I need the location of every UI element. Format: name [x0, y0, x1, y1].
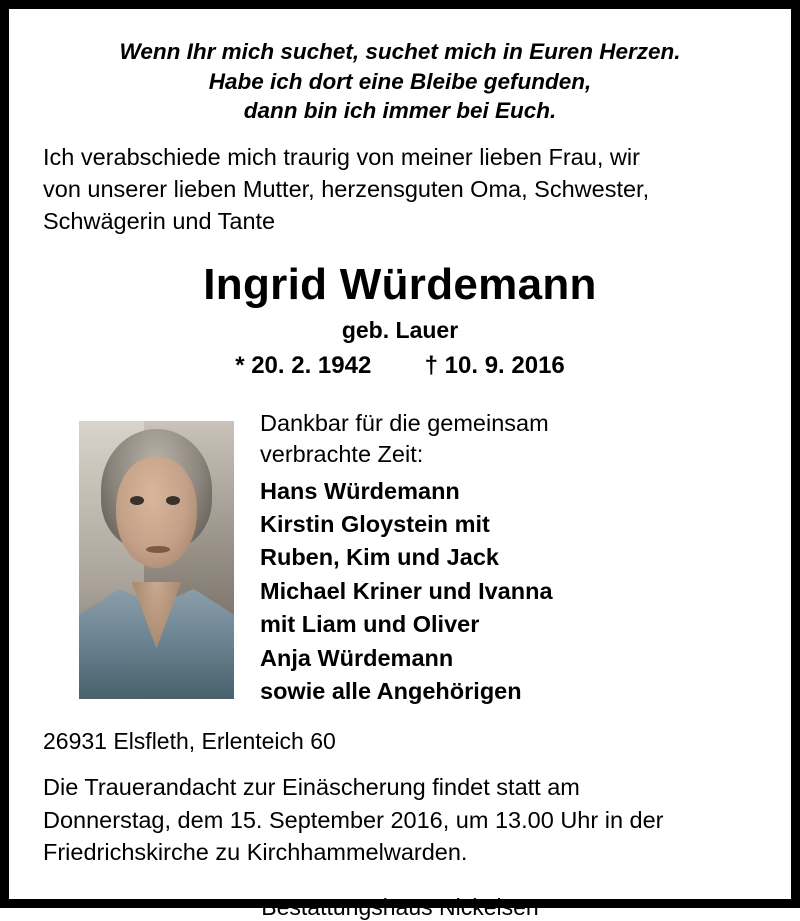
family-list	[260, 408, 757, 708]
thanks-line-2: verbrachte Zeit:	[260, 441, 424, 468]
ceremony-line-2: Donnerstag, dem 15. September 2016, um 13.00 Uhr in der	[43, 806, 664, 833]
verse-line-1: Wenn Ihr mich suchet, suchet mich in Euren Herzen.	[119, 39, 681, 64]
intro-line-2: von unserer lieben Mutter, herzensguten Oma, Schwester,	[43, 175, 650, 202]
deceased-name-block	[43, 261, 757, 380]
family-member: Kirstin Gloystein mit	[260, 511, 490, 538]
portrait-photo	[79, 421, 234, 699]
ceremony-details	[43, 771, 757, 868]
ceremony-line-1: Die Trauerandacht zur Einäscherung findet statt am	[43, 774, 580, 801]
portrait-and-family	[43, 408, 757, 708]
family-member: sowie alle Angehörigen	[260, 677, 522, 704]
maiden-name: geb. Lauer	[341, 316, 459, 343]
intro-line-3: Schwägerin und Tante	[43, 207, 276, 234]
birth-death-dates: * 20. 2. 1942 † 10. 9. 2016	[235, 351, 565, 379]
family-member: Michael Kriner und Ivanna	[260, 577, 553, 604]
verse-line-2: Habe ich dort eine Bleibe gefunden,	[208, 68, 592, 94]
thanks-text	[260, 408, 757, 471]
thanks-line-1: Dankbar für die gemeinsam	[260, 409, 549, 436]
introduction-text	[43, 142, 757, 237]
memorial-verse	[43, 37, 757, 126]
intro-line-1: Ich verabschiede mich traurig von meiner lieben Frau, wir	[43, 144, 640, 171]
portrait-mouth	[146, 546, 171, 553]
family-member: Ruben, Kim und Jack	[260, 544, 499, 571]
funeral-home-name: Bestattungshaus Nickelsen	[261, 894, 539, 921]
family-member: mit Liam und Oliver	[260, 611, 480, 638]
address-line: 26931 Elsfleth, Erlenteich 60	[43, 728, 336, 755]
family-member: Hans Würdemann	[260, 477, 460, 504]
family-member: Anja Würdemann	[260, 644, 454, 671]
ceremony-line-3: Friedrichskirche zu Kirchhammelwarden.	[43, 839, 468, 866]
portrait-eye-left	[130, 496, 144, 505]
verse-line-3: dann bin ich immer bei Euch.	[243, 98, 557, 124]
portrait-eye-right	[166, 496, 180, 505]
deceased-name: Ingrid Würdemann	[203, 260, 597, 310]
